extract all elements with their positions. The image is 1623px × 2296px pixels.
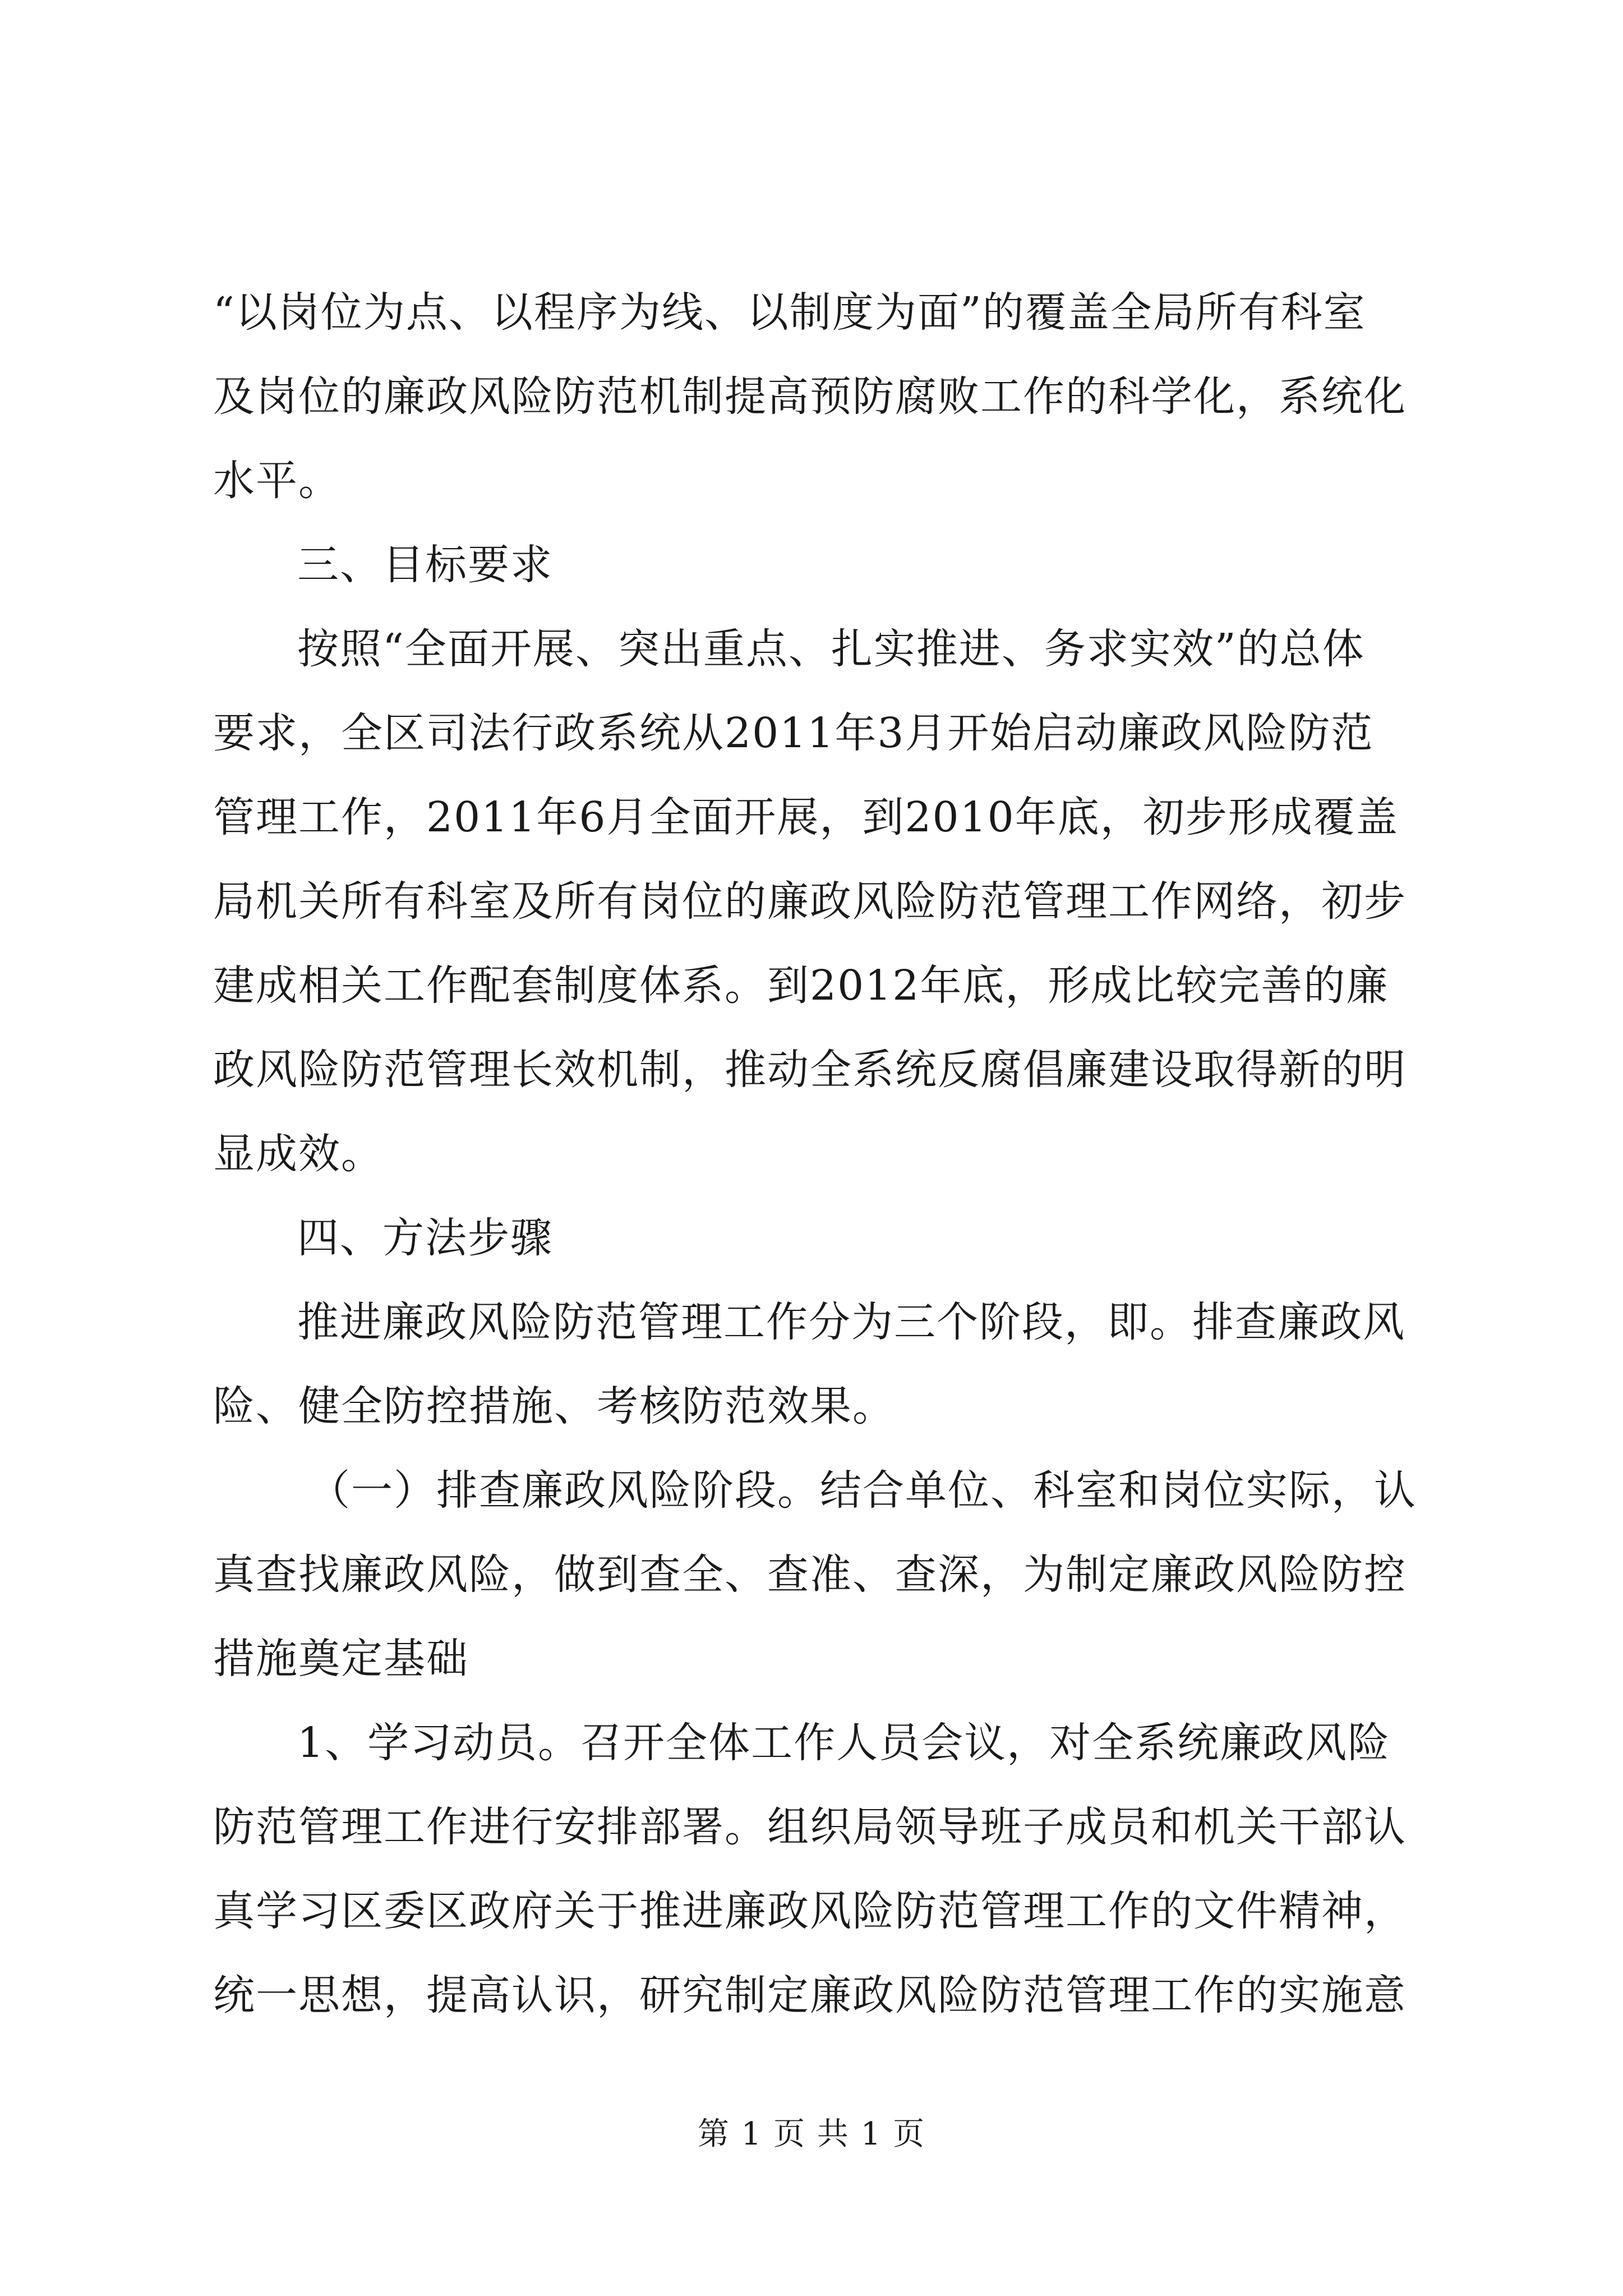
- text-line: “以岗位为点、以程序为线、以制度为面”的覆盖全局所有科室: [213, 288, 1366, 337]
- text-line: 统一思想，提高认识，研究制定廉政风险防范管理工作的实施意: [213, 1971, 1407, 2019]
- text-line: 推进廉政风险防范管理工作分为三个阶段，即。排查廉政风: [297, 1298, 1405, 1346]
- text-line: 及岗位的廉政风险防范机制提高预防腐败工作的科学化，系统化: [213, 372, 1407, 421]
- text-line: 真查找廉政风险，做到查全、查准、查深，为制定廉政风险防控: [213, 1550, 1407, 1599]
- text-line: 管理工作，2011年6月全面开展，到2010年底，初步形成覆盖: [213, 793, 1399, 841]
- text-line: 局机关所有科室及所有岗位的廉政风险防范管理工作网络，初步: [213, 877, 1407, 926]
- text-line: 措施奠定基础: [213, 1635, 469, 1683]
- text-line: 显成效。: [213, 1130, 384, 1178]
- page-footer: 第 1 页 共 1 页: [697, 2116, 926, 2152]
- text-line: 险、健全防控措施、考核防范效果。: [213, 1382, 895, 1430]
- section-heading: 三、目标要求: [297, 541, 553, 589]
- text-line: 防范管理工作进行安排部署。组织局领导班子成员和机关干部认: [213, 1803, 1407, 1851]
- text-line: 水平。: [213, 457, 341, 505]
- text-line: 建成相关工作配套制度体系。到2012年底，形成比较完善的廉: [213, 961, 1389, 1010]
- text-line: 1、学习动员。召开全体工作人员会议，对全系统廉政风险: [297, 1719, 1391, 1767]
- subsection-heading: （一）排查廉政风险阶段。结合单位、科室和岗位实际，认: [308, 1466, 1417, 1515]
- text-line: 真学习区委区政府关于推进廉政风险防范管理工作的文件精神，: [213, 1887, 1407, 1935]
- text-line: 按照“全面开展、突出重点、扎实推进、务求实效”的总体: [297, 625, 1365, 673]
- text-line: 要求，全区司法行政系统从2011年3月开始启动廉政风险防范: [213, 709, 1374, 757]
- text-line: 政风险防范管理长效机制，推动全系统反腐倡廉建设取得新的明: [213, 1046, 1407, 1094]
- section-heading: 四、方法步骤: [297, 1214, 553, 1262]
